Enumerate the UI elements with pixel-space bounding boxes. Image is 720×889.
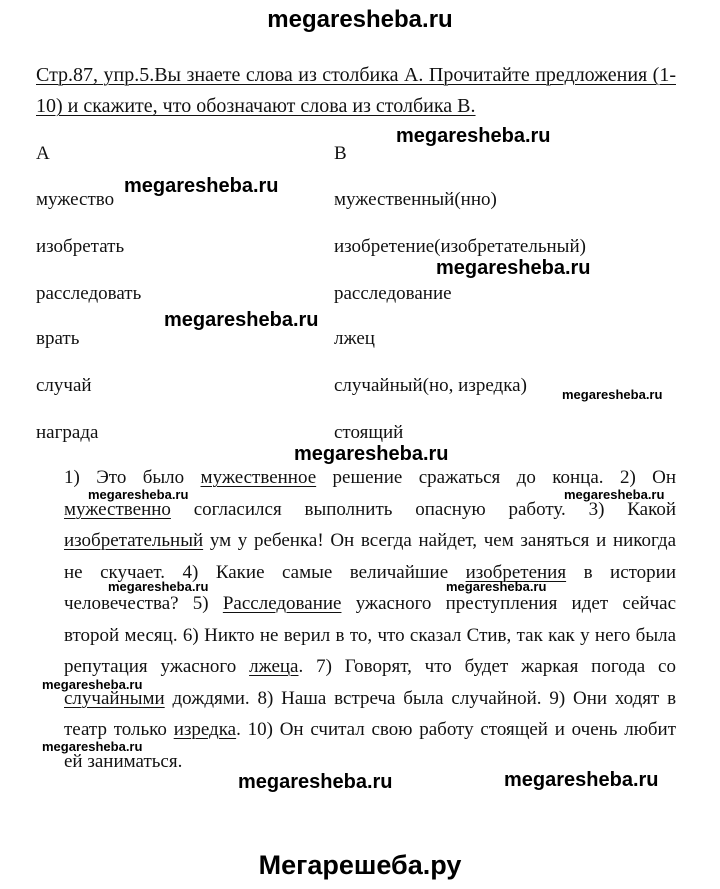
watermark: megaresheba.ru	[238, 771, 393, 793]
column-b-word: мужественный(нно)	[334, 189, 497, 210]
watermark: megaresheba.ru	[42, 739, 143, 754]
target-word: изобретения	[465, 561, 567, 583]
column-b-word: расследование	[334, 283, 452, 304]
sentence-number: 6)	[182, 624, 199, 646]
watermark: megaresheba.ru	[564, 487, 665, 502]
watermark: megaresheba.ru	[108, 579, 209, 594]
example-sentences	[64, 462, 676, 777]
watermark: megaresheba.ru	[164, 309, 319, 331]
sentence-text: ужасного преступления идет сейчас второй месяц.	[64, 593, 677, 646]
column-a-word: мужество	[36, 189, 115, 210]
target-word: случайными	[64, 687, 165, 709]
column-a-word: случай	[36, 375, 92, 396]
sentence-text: Он	[652, 467, 677, 488]
target-word: Расследование	[222, 593, 342, 614]
sentence-text: Никто не верил в то, что сказал Стив, так как у него была репутация ужасного	[64, 624, 677, 677]
watermark: megaresheba.ru	[562, 387, 663, 402]
sentence-text: Какой	[627, 498, 677, 520]
column-a-header: А	[36, 143, 50, 164]
sentence-text: решение сражаться до конца.	[332, 467, 604, 488]
column-b-word: стоящий	[334, 422, 404, 443]
target-word: изобретательный	[64, 530, 204, 551]
sentence-text: в истории человечества?	[64, 561, 677, 614]
sentence-text: согласился выполнить опасную работу.	[193, 498, 566, 520]
watermark: megaresheba.ru	[42, 677, 143, 692]
watermark: megaresheba.ru	[294, 443, 449, 465]
sentence-number: 4)	[182, 561, 199, 583]
column-b-word: изобретение(изобретательный)	[334, 236, 586, 257]
column-a-word: награда	[36, 422, 99, 443]
column-b-header: В	[334, 143, 347, 164]
task-text: Стр.87, упр.5.Вы знаете слова из столбика А. Прочитайте предложения (1-10) и скажите, что обозначают слова из столбика В.	[36, 64, 676, 117]
sentence-text: Это было	[96, 467, 185, 488]
sentence-number: 7)	[316, 656, 332, 677]
column-b-word: лжец	[334, 328, 375, 349]
task-statement	[36, 60, 676, 122]
sentence-number: 1)	[64, 467, 80, 488]
sentence-text: дождями.	[172, 687, 250, 709]
target-word: лжеца	[249, 656, 299, 677]
sentence-number: 2)	[619, 467, 636, 488]
watermark: megaresheba.ru	[446, 579, 547, 594]
sentence-text: .	[298, 656, 304, 677]
sentence-number: 10)	[247, 719, 273, 740]
target-word: мужественно	[64, 498, 171, 520]
column-a-word: врать	[36, 328, 80, 349]
watermark: megaresheba.ru	[124, 175, 279, 197]
sentence-text: Говорят, что будет жаркая погода со	[344, 656, 676, 677]
column-a-word: расследовать	[36, 283, 142, 304]
sentence-number: 3)	[588, 498, 605, 520]
sentence-number: 5)	[192, 593, 209, 614]
watermark: megaresheba.ru	[504, 769, 659, 791]
sentence-number: 8)	[257, 687, 274, 709]
sentence-number: 9)	[549, 687, 566, 709]
sentence-text: ум у ребенка! Он всегда найдет, чем заняться и никогда не скучает.	[64, 530, 677, 583]
sentence-text: Они ходят в театр только	[64, 687, 677, 740]
sentence-text: Наша встреча была случайной.	[281, 687, 542, 709]
watermark: megaresheba.ru	[436, 257, 591, 279]
watermark: megaresheba.ru	[396, 125, 551, 147]
watermark: megaresheba.ru	[88, 487, 189, 502]
footer-watermark: Мегарешеба.ру	[258, 850, 462, 880]
target-word: мужественное	[200, 467, 317, 488]
header-watermark: megaresheba.ru	[267, 6, 453, 33]
column-b-word: случайный(но, изредка)	[334, 375, 527, 396]
sentence-text: .	[236, 719, 241, 740]
target-word: изредка	[173, 719, 237, 740]
sentence-text: Какие самые величайшие	[215, 561, 449, 583]
column-a-word: изобретать	[36, 236, 125, 257]
sentence-text: Он считал свою работу стоящей и очень любит ей заниматься.	[64, 719, 677, 772]
